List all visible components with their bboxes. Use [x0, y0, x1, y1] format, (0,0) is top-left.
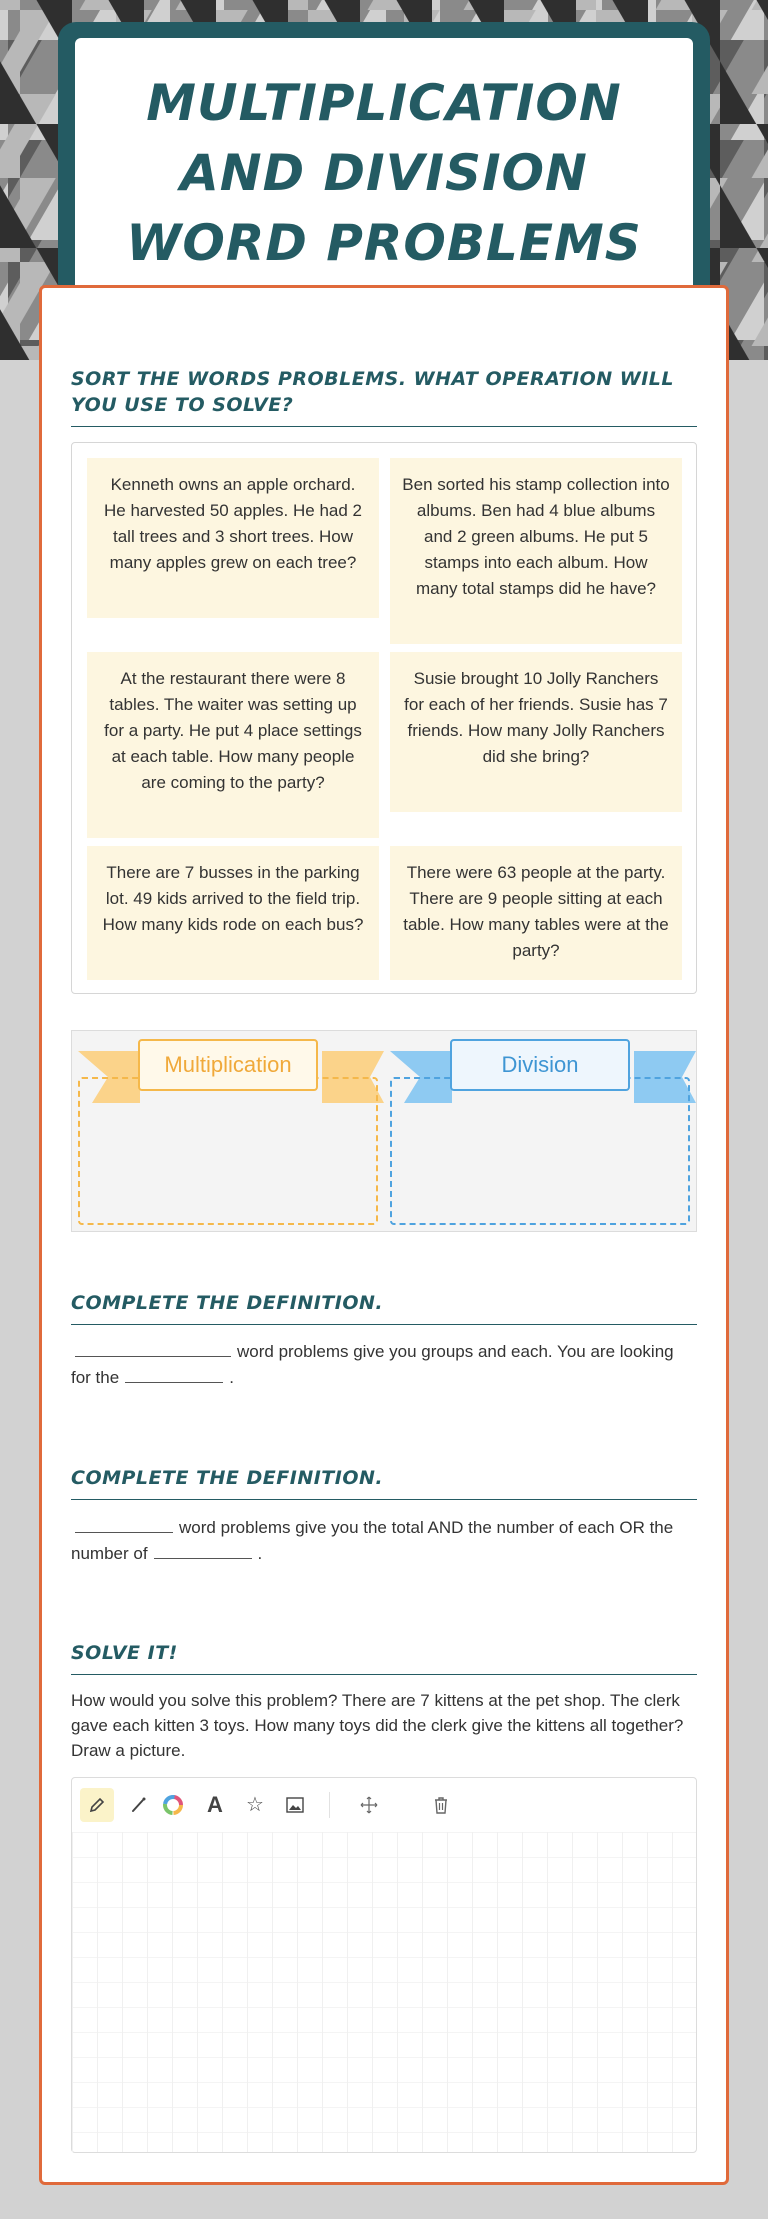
word-problem-card[interactable]: At the restaurant there were 8 tables. The waiter was setting up for a party. He put 4 place settings at each table. How many people are coming to the party?: [87, 652, 379, 838]
definition-1-blank-a[interactable]: [75, 1338, 231, 1357]
definition-2-text-a: word problems give you the total AND the number of each OR the number of: [71, 1518, 674, 1563]
definition-2-blank-a[interactable]: [75, 1514, 173, 1533]
multiplication-label: Multiplication: [138, 1039, 318, 1091]
trash-icon[interactable]: [424, 1788, 458, 1822]
text-icon[interactable]: A: [207, 1792, 223, 1817]
definition-1-text-a: word problems give you groups and each. You are looking for the: [71, 1342, 674, 1387]
drawing-area[interactable]: [72, 1832, 696, 2152]
worksheet-title: MULTIPLICATION AND DIVISION WORD PROBLEMS: [126, 74, 642, 272]
sort-cards-container: [71, 442, 697, 994]
solve-prompt: How would you solve this problem? There are 7 kittens at the pet shop. The clerk gave each kitten 3 toys. How many toys did the clerk give the kittens all together? Draw a picture.: [71, 1691, 684, 1760]
drawing-toolbar: [72, 1778, 696, 1833]
solve-section-title: SOLVE IT!: [71, 1640, 697, 1675]
multiplication-drop-zone[interactable]: [78, 1077, 378, 1225]
color-wheel-icon[interactable]: [156, 1788, 190, 1822]
drawing-canvas[interactable]: [71, 1777, 697, 2153]
star-icon[interactable]: ☆: [246, 1794, 264, 1816]
word-problem-card[interactable]: There are 7 busses in the parking lot. 49 kids arrived to the field trip. How many kids rode on each bus?: [87, 846, 379, 980]
sorting-bins: [71, 1030, 697, 1232]
word-problem-card[interactable]: Kenneth owns an apple orchard. He harvested 50 apples. He had 2 tall trees and 3 short trees. How many apples grew on each tree?: [87, 458, 379, 618]
toolbar-divider: [329, 1792, 330, 1818]
division-drop-zone[interactable]: [390, 1077, 690, 1225]
word-problem-card[interactable]: There were 63 people at the party. There are 9 people sitting at each table. How many tables were at the party?: [390, 846, 682, 980]
sort-section-title: SORT THE WORDS PROBLEMS. WHAT OPERATION WILL YOU USE TO SOLVE?: [71, 366, 697, 427]
definition-1-blank-b[interactable]: [125, 1364, 223, 1383]
word-problem-card[interactable]: Susie brought 10 Jolly Ranchers for each of her friends. Susie has 7 friends. How many Jolly Ranchers did she bring?: [390, 652, 682, 812]
definition-2-text: [71, 1514, 697, 1566]
division-label: Division: [450, 1039, 630, 1091]
definition-1-text: [71, 1338, 697, 1390]
brush-icon[interactable]: [122, 1788, 156, 1822]
definition-1-text-b: .: [229, 1368, 234, 1387]
definition-2-title: COMPLETE THE DEFINITION.: [71, 1465, 697, 1500]
move-icon[interactable]: [352, 1788, 386, 1822]
image-icon[interactable]: [278, 1788, 312, 1822]
definition-2-text-b: .: [257, 1544, 263, 1563]
word-problem-card[interactable]: Ben sorted his stamp collection into albums. Ben had 4 blue albums and 2 green albums. He put 5 stamps into each album. How many total stamps did he have?: [390, 458, 682, 644]
definition-2-blank-b[interactable]: [154, 1540, 252, 1559]
pencil-icon[interactable]: [80, 1788, 114, 1822]
definition-1-title: COMPLETE THE DEFINITION.: [71, 1290, 697, 1325]
